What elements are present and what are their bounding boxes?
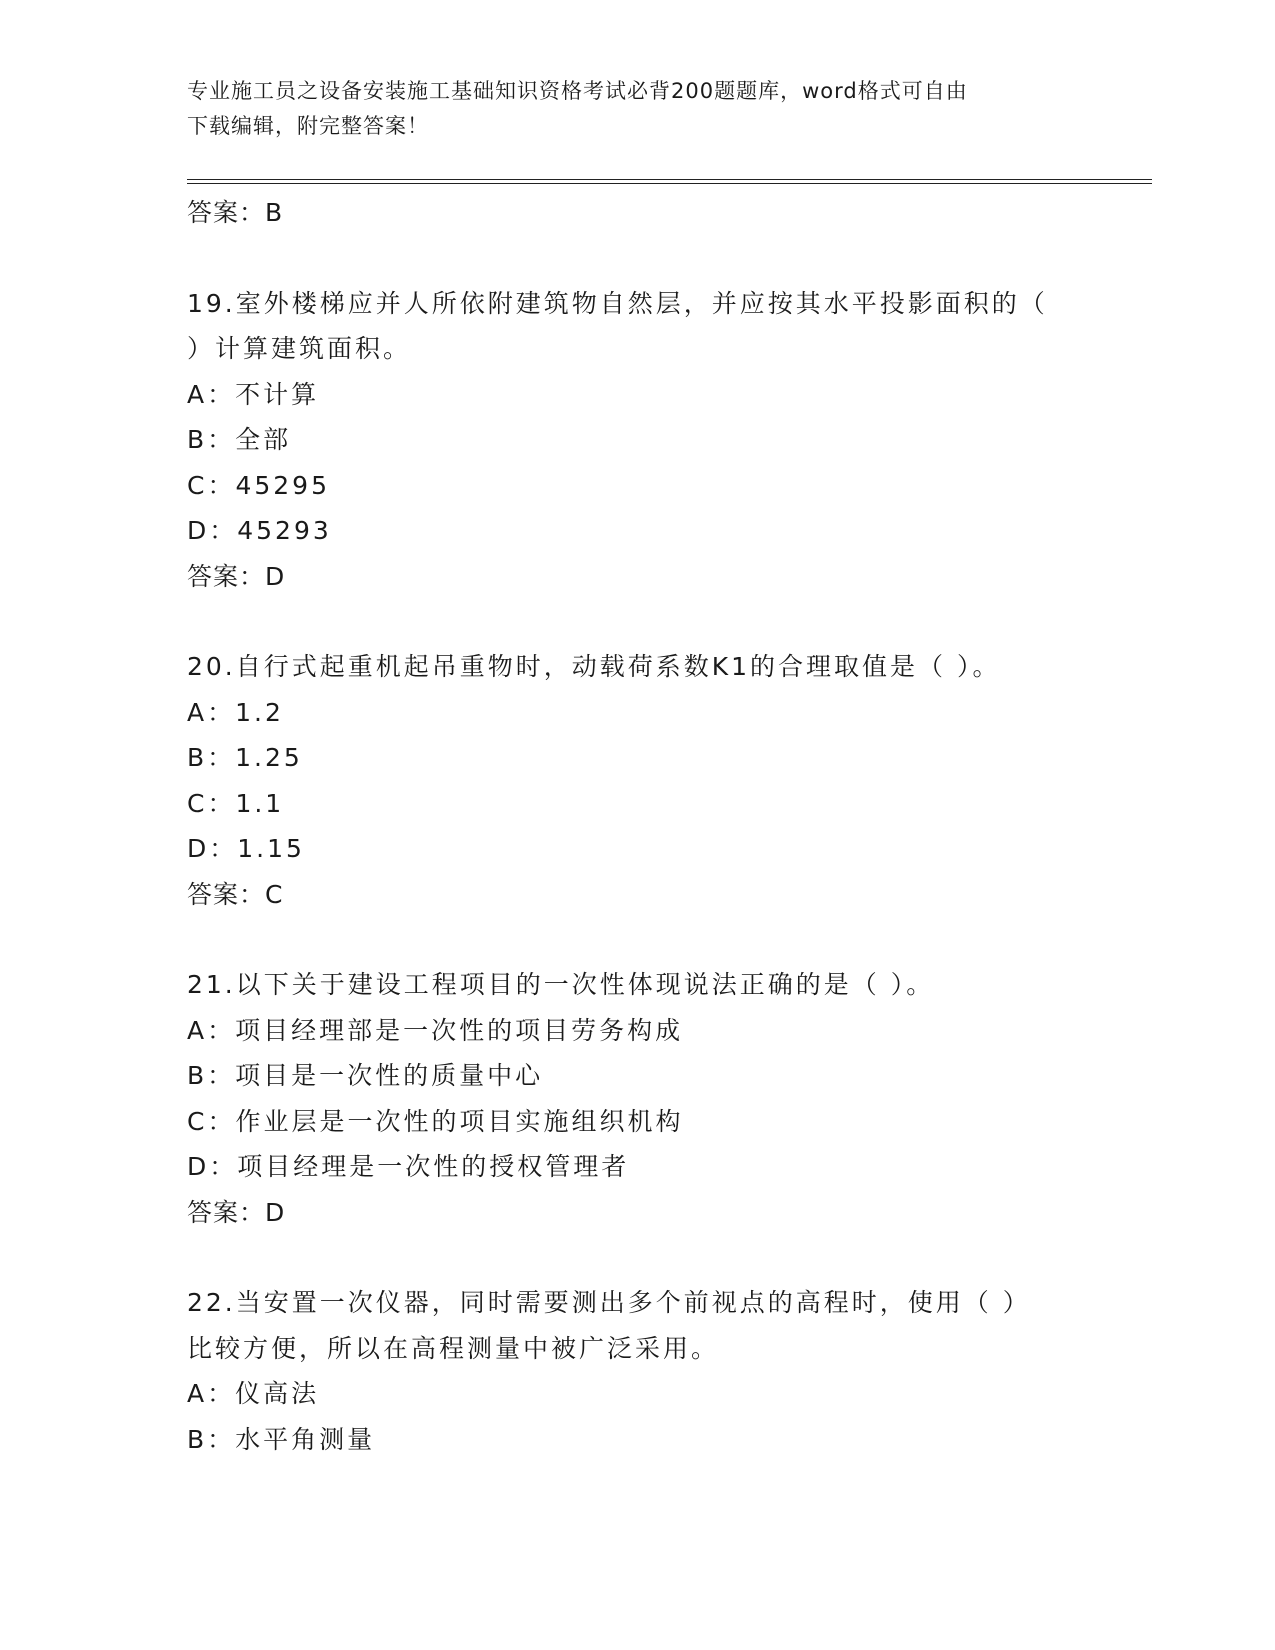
question-stem: 22.当安置一次仪器，同时需要测出多个前视点的高程时，使用（ ）: [187, 1288, 1031, 1317]
answer-line: 答案：D: [187, 561, 286, 591]
option-b: B：项目是一次性的质量中心: [187, 1061, 544, 1090]
option-a: A：仪高法: [187, 1379, 320, 1408]
option-a: A：1.2: [187, 697, 284, 727]
header-rule-top: [187, 179, 1152, 180]
question-list: [187, 190, 1087, 1462]
option-d: D：45293: [187, 516, 332, 545]
question-stem: 20.自行式起重机起吊重物时，动载荷系数K1的合理取值是（ ）。: [187, 652, 1001, 681]
answer-line: 答案：D: [187, 1197, 286, 1227]
header-line-2: 下载编辑，附完整答案！: [187, 114, 429, 138]
question-stem: 21.以下关于建设工程项目的一次性体现说法正确的是（ ）。: [187, 970, 935, 999]
option-a: A：不计算: [187, 379, 320, 409]
answer-line: 答案：B: [187, 198, 284, 227]
question-19: [187, 281, 1087, 600]
option-b: B：水平角测量: [187, 1424, 376, 1454]
question-stem: ）计算建筑面积。: [187, 334, 412, 363]
option-c: C：1.1: [187, 788, 285, 818]
question-20: [187, 644, 1087, 917]
option-a: A：项目经理部是一次性的项目劳务构成: [187, 1015, 684, 1045]
question-21: [187, 962, 1087, 1235]
header-line-1: 专业施工员之设备安装施工基础知识资格考试必背200题题库，word格式可自由: [187, 79, 968, 103]
option-c: C：45295: [187, 470, 330, 500]
document-header: [187, 74, 1087, 144]
question-stem: 比较方便，所以在高程测量中被广泛采用。: [187, 1333, 720, 1363]
option-d: D：1.15: [187, 834, 305, 863]
option-c: C：作业层是一次性的项目实施组织机构: [187, 1106, 684, 1136]
header-rule-bottom: [187, 183, 1152, 184]
option-b: B：全部: [187, 425, 292, 454]
question-22: [187, 1280, 1087, 1462]
option-d: D：项目经理是一次性的授权管理者: [187, 1152, 630, 1181]
answer-line: 答案：C: [187, 879, 284, 909]
option-b: B：1.25: [187, 743, 303, 772]
question-stem: 19.室外楼梯应并人所依附建筑物自然层，并应按其水平投影面积的（: [187, 288, 1048, 318]
